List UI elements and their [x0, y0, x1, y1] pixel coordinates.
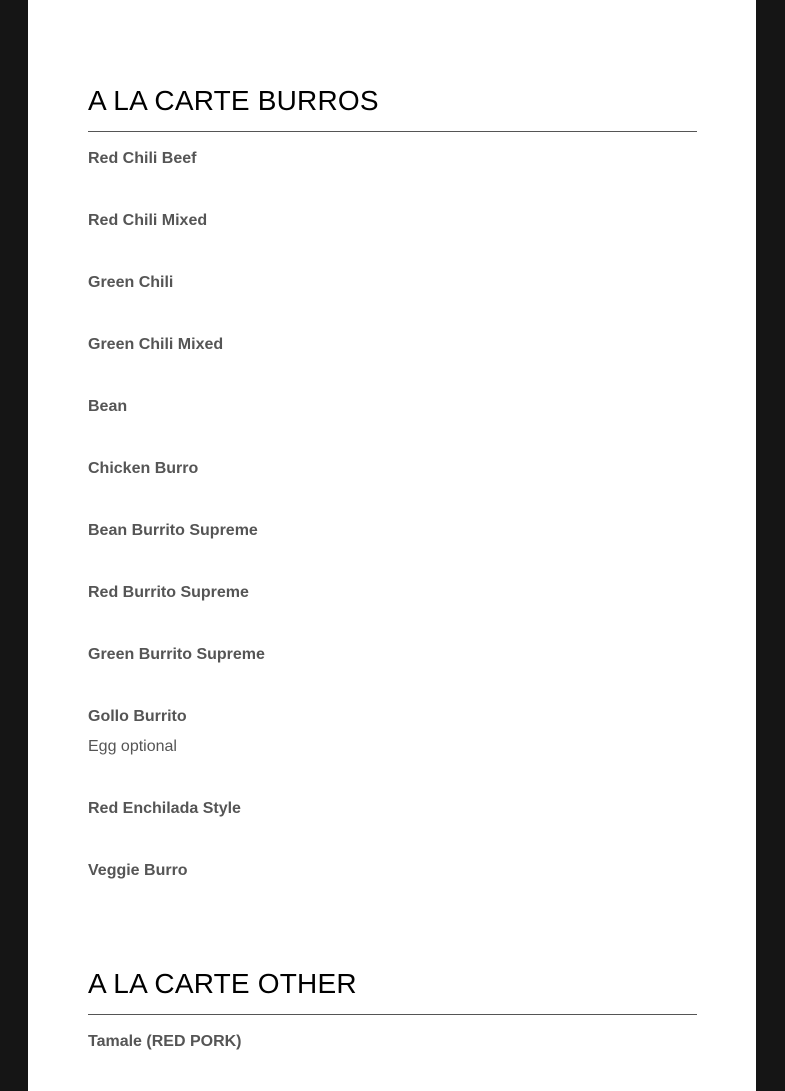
menu-page [28, 0, 756, 1091]
section-other [88, 968, 697, 1052]
menu-item-name: Red Chili Mixed [88, 212, 208, 229]
section-divider [88, 131, 697, 132]
menu-item [88, 645, 697, 665]
menu-item [88, 211, 697, 231]
menu-item-name: Bean [88, 398, 128, 415]
menu-item [88, 397, 697, 417]
menu-item-list [88, 1032, 697, 1052]
menu-item-name: Tamale (RED PORK) [88, 1033, 242, 1050]
menu-item-name: Green Burrito Supreme [88, 646, 265, 663]
section-divider [88, 1014, 697, 1015]
menu-item-name: Veggie Burro [88, 862, 188, 879]
menu-item [88, 707, 697, 757]
menu-item [88, 1032, 697, 1052]
menu-item-name: Red Burrito Supreme [88, 584, 249, 601]
menu-item [88, 521, 697, 541]
menu-item-list [88, 149, 697, 881]
menu-item-name: Gollo Burrito [88, 708, 187, 725]
menu-item-name: Red Enchilada Style [88, 800, 241, 817]
section-title: A LA CARTE OTHER [88, 968, 357, 999]
section-title: A LA CARTE BURROS [88, 85, 379, 116]
menu-item-name: Chicken Burro [88, 460, 199, 477]
menu-item-name: Red Chili Beef [88, 150, 197, 167]
menu-item-note: Egg optional [88, 738, 177, 755]
menu-item-name: Bean Burrito Supreme [88, 522, 258, 539]
menu-item [88, 583, 697, 603]
section-burros [88, 85, 697, 881]
menu-item [88, 459, 697, 479]
menu-item [88, 335, 697, 355]
menu-item [88, 799, 697, 819]
menu-item-name: Green Chili Mixed [88, 336, 224, 353]
menu-item [88, 149, 697, 169]
menu-item [88, 273, 697, 293]
menu-item-name: Green Chili [88, 274, 174, 291]
menu-item [88, 861, 697, 881]
